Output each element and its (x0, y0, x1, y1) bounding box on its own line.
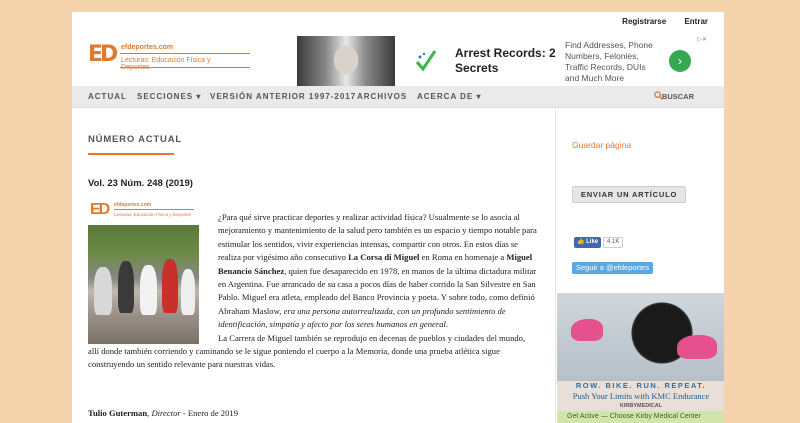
main-content (72, 109, 555, 423)
ad-tagline: Push Your Limits with KMC Endurance (572, 391, 710, 401)
top-links (606, 17, 708, 26)
ad-cta-bar[interactable]: Get Active — Choose Kirby Medical Center (557, 411, 724, 423)
logo-divider (120, 53, 250, 54)
text-run: , quien fue desaparecido en 1978, en manos de la última dictadura militar en Argentina. Fue arrancado de su casa a pocos días de haber corrido la San Silvestre en San Pablo. Miguel era atleta, empleado del Banco Provincia y poeta. Y sobre todo, como definió Abraham Maslow, (218, 265, 537, 316)
ad-close-icon[interactable]: ▷✕ (697, 37, 707, 43)
editorial-paragraph-2: La Carrera de Miguel también se reprodujo en decenas de pueblos y ciudades del mundo, allí donde también corriendo y caminando se le sigue poniendo el cuerpo a la Memoria, donde una prueba atlética sigue construyendo un sentido relevante para nuestras vidas. (88, 332, 526, 370)
ad-slogan: ROW. BIKE. RUN. REPEAT. (575, 381, 707, 390)
twitter-follow-button[interactable]: Seguir a @efdeportes (572, 262, 653, 274)
byline-date: - Enero de 2019 (180, 408, 238, 418)
byline: Tulio Guterman, Director - Enero de 2019 (88, 408, 238, 418)
ad-headline[interactable]: Arrest Records: 2 Secrets (455, 46, 556, 75)
nav-item-actual[interactable]: ACTUAL (88, 92, 127, 101)
page (72, 12, 724, 423)
nav-item-acerca-de[interactable]: ACERCA DE ▾ (417, 92, 482, 101)
editorial-paragraph-1 (88, 211, 538, 332)
nav-item-archivos[interactable]: ARCHIVOS (357, 92, 408, 101)
text-run: ¿Para qué sirve practicar deportes y realizar actividad física? Usualmente se lo asocia al mejoramiento y mantenimiento de la salud pero también es un espacio y tiempo notable para estimular los sentidos, vivir experiencias intensas, compartir con otros. En estos días se realiza por vigésimo año consecutivo (218, 212, 537, 263)
register-link[interactable]: Registrarse (622, 17, 667, 26)
text-bold: La Corsa di Miguel (348, 252, 420, 263)
sidebar-advertisement[interactable] (557, 293, 724, 423)
editorial-text (88, 211, 538, 372)
cover-logo-site: efdeportes.com (114, 202, 152, 208)
ad-portrait-image (297, 36, 395, 86)
issue-title[interactable]: Vol. 23 Núm. 248 (2019) (88, 178, 193, 189)
text-italic: era una persona autorrealizada, con un profundo sentimiento de identificación, simpatía y afecto por los seres humanos en general (218, 305, 506, 330)
text-run: . (445, 319, 449, 330)
site-logo[interactable] (88, 42, 238, 72)
author-name: Tulio Guterman (88, 408, 148, 418)
cover-logo-mark: ED (90, 201, 109, 218)
facebook-like-count: 4.1K (603, 237, 623, 248)
logo-mark: ED (88, 42, 116, 67)
ad-check-logo-icon (415, 48, 437, 72)
shoe-shape (571, 319, 603, 341)
ad-cycling-photo (557, 293, 724, 381)
section-title-underline (88, 153, 174, 155)
logo-divider (120, 67, 250, 68)
search-button[interactable]: BUSCAR (661, 92, 694, 101)
section-title: NÚMERO ACTUAL (88, 134, 182, 145)
top-advertisement[interactable] (297, 36, 709, 86)
facebook-like-button[interactable]: 👍 Like (574, 237, 601, 248)
nav-item-version-anterior[interactable]: VERSIÓN ANTERIOR 1997-2017 (210, 92, 357, 101)
ad-arrow-icon[interactable]: › (669, 50, 691, 72)
login-link[interactable]: Entrar (684, 17, 708, 26)
nav-item-secciones[interactable]: SECCIONES ▾ (137, 92, 202, 101)
text-bold: Miguel Benancio Sánchez (218, 252, 533, 276)
ad-description: Find Addresses, Phone Numbers, Felonies, Traffic Records, DUIs and Much More (565, 40, 653, 83)
cover-logo-tagline: Lecturas: Educación Física y Deportes (114, 212, 192, 217)
shoe-shape (677, 335, 717, 359)
save-page-link[interactable]: Guardar página (572, 140, 632, 150)
submit-article-button[interactable]: ENVIAR UN ARTÍCULO (572, 186, 686, 203)
ad-sponsor-logo: KIRBYMEDICAL (619, 403, 663, 409)
logo-tagline: Lecturas: Educación Física y (121, 57, 211, 64)
cover-logo-divider (114, 209, 194, 210)
text-run: en Roma en homenaje a (419, 252, 507, 263)
author-role: Director (151, 408, 181, 418)
main-nav (72, 86, 724, 108)
logo-site-name: efdeportes.com (121, 44, 174, 51)
sidebar (555, 109, 724, 423)
